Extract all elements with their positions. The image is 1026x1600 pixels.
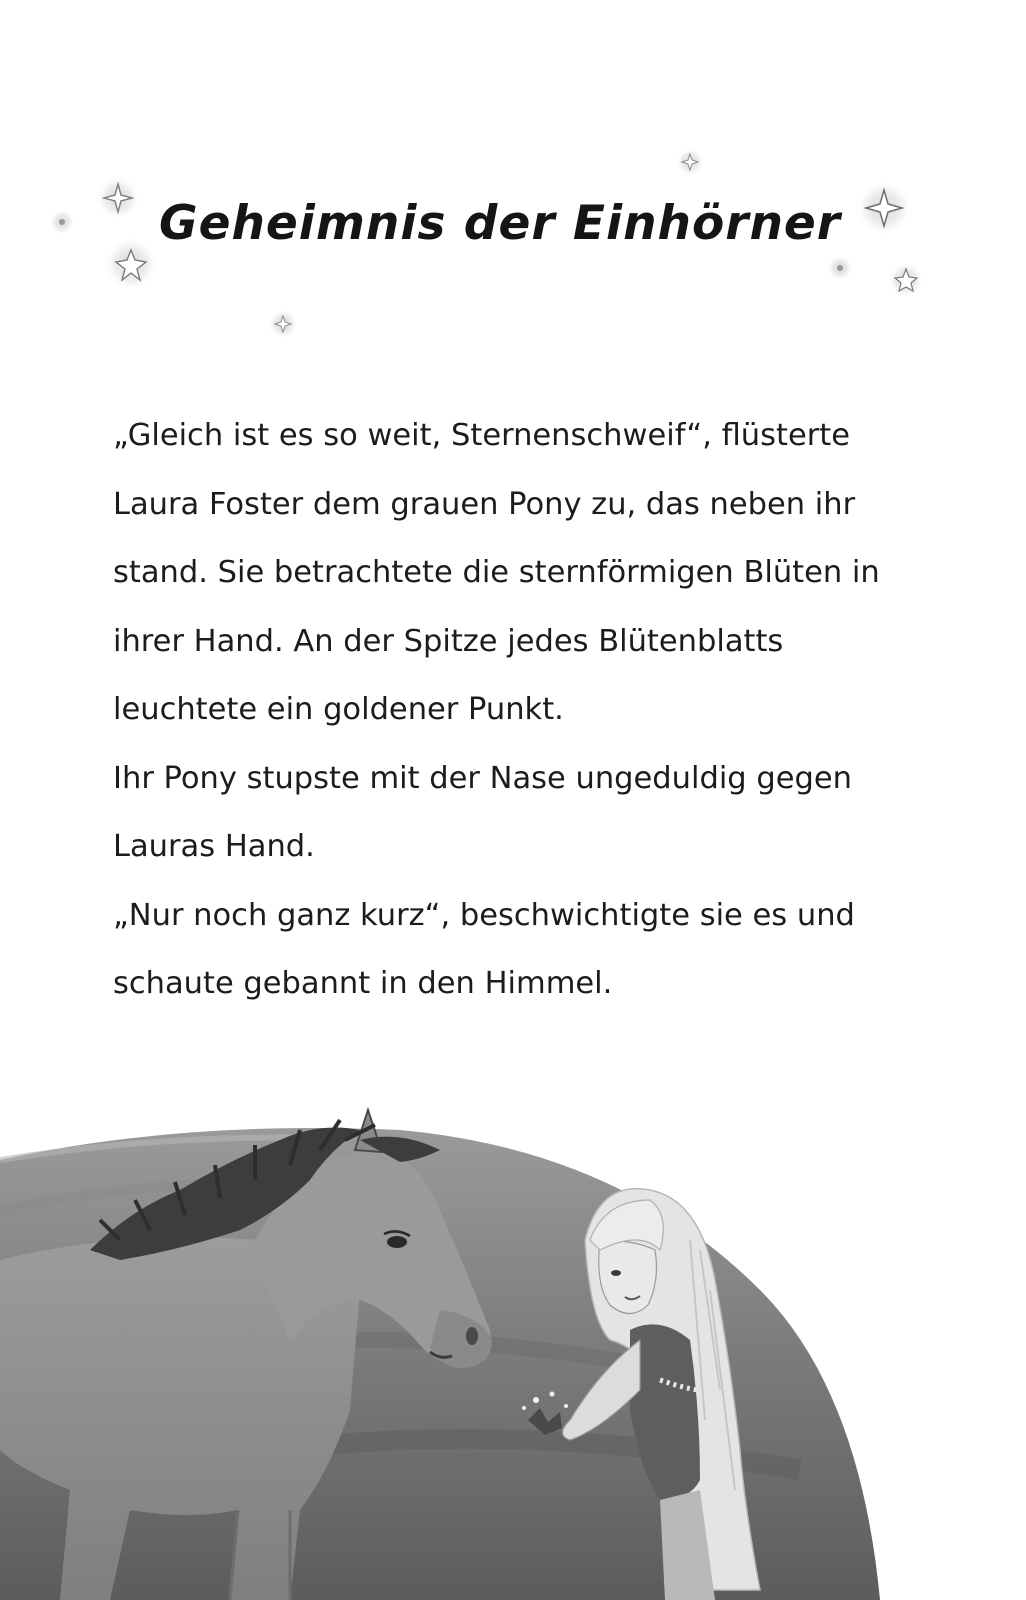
paragraph: „Nur noch ganz kurz“, beschwichtigte sie es und schaute gebannt in den Himmel. — [113, 897, 855, 1001]
sparkle-star-icon — [676, 148, 704, 176]
chapter-title: Geheimnis der Einhörner — [159, 196, 841, 251]
title-stars-decoration — [0, 0, 1026, 360]
story-text — [113, 402, 913, 1019]
sparkle-star-icon — [888, 262, 924, 298]
glow-dot-icon — [827, 255, 853, 281]
paragraph: „Gleich ist es so weit, Sternenschweif“, flüsterte Laura Foster dem grauen Pony zu, das neben ihr stand. Sie betrachtete die sternförmigen Blüten in ihrer Hand. An der Spitze jedes Blütenblatts leuchtete ein goldener Punkt. — [113, 418, 880, 727]
pony-and-girl-illustration — [0, 1090, 1026, 1600]
sparkle-star-icon — [268, 309, 298, 339]
paragraph: Ihr Pony stupste mit der Nase ungeduldig gegen Lauras Hand. — [113, 760, 852, 864]
chapter-title-wrap — [0, 196, 1000, 251]
